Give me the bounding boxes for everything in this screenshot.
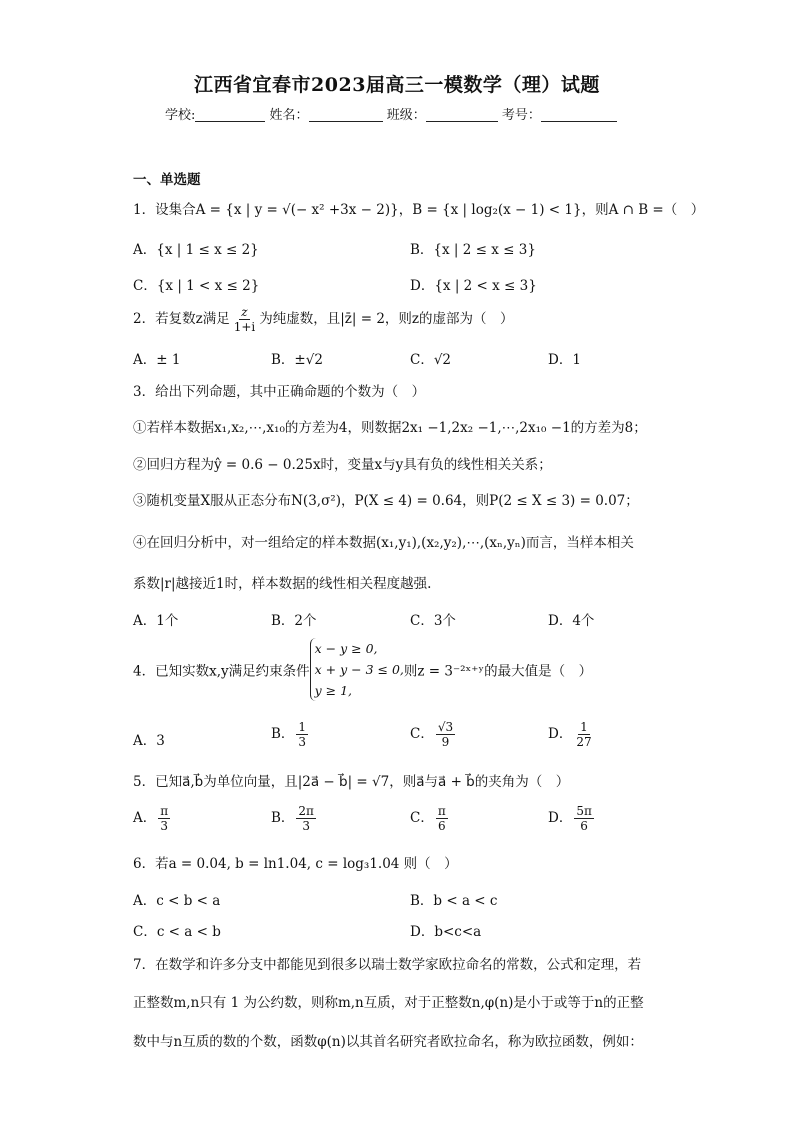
name-blank[interactable] <box>309 108 383 122</box>
question-2-stem: 2．若复数z满足 $\frac{z}{1+i}$ 为纯虚数，且|z̄| = 2，则z的虚部为（ ） <box>133 305 514 334</box>
q3-statement-3: ③随机变量X服从正态分布N(3,σ²)，P(X ≤ 4) = 0.64，则P(2 ≤ X ≤ 3) = 0.07； <box>133 493 639 509</box>
q2-option-a[interactable]: A．± 1 <box>133 352 181 368</box>
question-7-line-1: 7．在数学和许多分支中都能见到很多以瑞士数学家欧拉命名的常数，公式和定理，若 <box>133 957 642 973</box>
q4-option-b[interactable]: B． $\frac{1}{3}$ <box>271 720 307 749</box>
q1-option-a[interactable]: A．{x | 1 ≤ x ≤ 2} <box>133 242 259 258</box>
q3-option-c[interactable]: C．3个 <box>410 613 456 629</box>
q1-option-c[interactable]: C．{x | 1 < x ≤ 2} <box>133 278 260 294</box>
q3-statement-4a: ④在回归分析中，对一组给定的样本数据(x₁,y₁),(x₂,y₂),⋯,(xₙ,yₙ)而言，当样本相关 <box>133 535 634 551</box>
question-5-stem: 5．已知a⃗,b⃗为单位向量，且|2a⃗ − b⃗| = √7，则a⃗与a⃗ + b⃗的夹角为（ ） <box>133 774 570 790</box>
q6-option-b[interactable]: B．b < a < c <box>410 893 498 909</box>
q3-statement-1: ①若样本数据x₁,x₂,⋯,x₁₀的方差为4，则数据2x₁ −1,2x₂ −1,⋯,2x₁₀ −1的方差为8； <box>133 420 647 436</box>
question-7-line-2: 正整数m,n只有 1 为公约数，则称m,n互质，对于正整数n,φ(n)是小于或等于n的正整 <box>133 995 644 1011</box>
question-3-stem: 3．给出下列命题，其中正确命题的个数为（ ） <box>133 384 426 400</box>
q2-option-b[interactable]: B．±√2 <box>271 352 323 368</box>
page-title: 江西省宜春市2023届高三一模数学（理）试题 <box>194 74 600 96</box>
question-1-stem: 1．设集合A = {x | y = √(− x² +3x − 2)}，B = {x | log₂(x − 1) < 1}，则A ∩ B =（ ） <box>133 202 705 218</box>
q3-statement-2: ②回归方程为ŷ = 0.6 − 0.25x时，变量x与y具有负的线性相关关系； <box>133 457 552 473</box>
class-blank[interactable] <box>426 108 498 122</box>
student-info-line <box>165 104 617 123</box>
number-label: 考号： <box>501 108 541 123</box>
question-7-line-3: 数中与n互质的数的个数，函数φ(n)以其首名研究者欧拉命名，称为欧拉函数，例如： <box>133 1034 643 1050</box>
q1-option-d[interactable]: D．{x | 2 < x ≤ 3} <box>410 278 537 294</box>
q3-statement-4b: 系数|r|越接近1时，样本数据的线性相关程度越强. <box>133 576 432 592</box>
q6-option-a[interactable]: A．c < b < a <box>133 893 221 909</box>
q5-option-c[interactable]: C． $\frac{\pi}{6}$ <box>410 804 446 833</box>
school-label: 学校: <box>165 108 196 123</box>
q5-option-b[interactable]: B． $\frac{2\pi}{3}$ <box>271 804 314 833</box>
number-blank[interactable] <box>541 108 617 122</box>
q2-fraction: $\frac{z}{1+i}$ <box>233 305 256 334</box>
school-blank[interactable] <box>195 108 265 122</box>
q3-option-a[interactable]: A．1个 <box>133 613 179 629</box>
question-4-stem: 4．已知实数x,y满足约束条件 x − y ≥ 0, x + y − 3 ≤ 0, y ≥ 1, 则z = 3⁻²ˣ⁺ʸ的最大值是（ ） <box>133 638 592 701</box>
q5-option-d[interactable]: D． $\frac{5\pi}{6}$ <box>548 804 592 833</box>
section-heading: 一、单选题 <box>133 172 201 188</box>
q2-option-c[interactable]: C．√2 <box>410 352 452 368</box>
q6-option-d[interactable]: D．b<c<a <box>410 924 482 940</box>
name-label: 姓名： <box>269 108 309 123</box>
q1-option-b[interactable]: B．{x | 2 ≤ x ≤ 3} <box>410 242 536 258</box>
q4-constraint-system: x − y ≥ 0, x + y − 3 ≤ 0, y ≥ 1, <box>310 638 404 701</box>
q4-option-d[interactable]: D． $\frac{1}{27}$ <box>548 720 592 749</box>
q2-option-d[interactable]: D．1 <box>548 352 581 368</box>
q4-option-a[interactable]: A．3 <box>133 733 165 749</box>
q5-option-a[interactable]: A． $\frac{\pi}{3}$ <box>133 804 169 833</box>
class-label: 班级： <box>386 108 426 123</box>
q4-option-c[interactable]: C． $\frac{√3}{9}$ <box>410 720 454 749</box>
q6-option-c[interactable]: C．c < a < b <box>133 924 221 940</box>
q3-option-b[interactable]: B．2个 <box>271 613 317 629</box>
q3-option-d[interactable]: D．4个 <box>548 613 595 629</box>
question-6-stem: 6．若a = 0.04, b = ln1.04, c = log₃1.04 则（ ） <box>133 856 458 872</box>
